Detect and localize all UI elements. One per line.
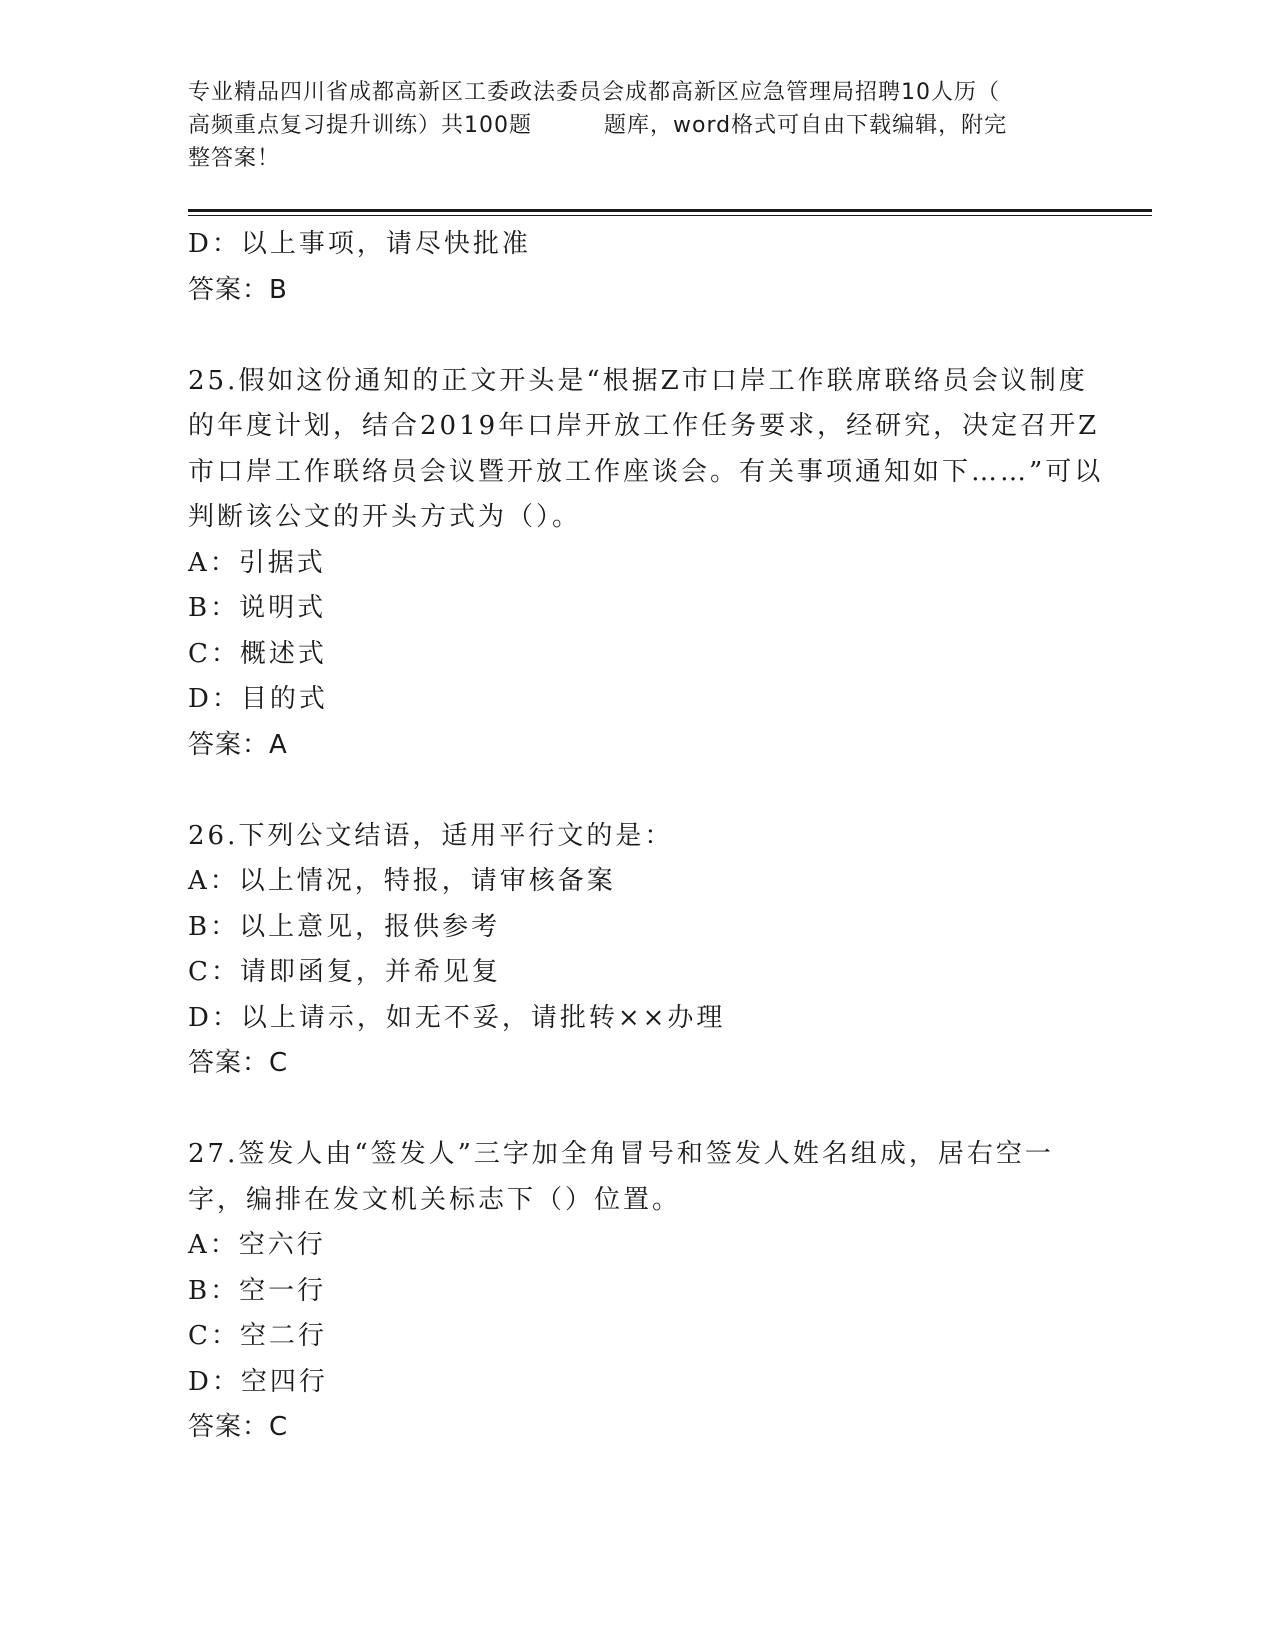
option-b: B：以上意见，报供参考 [188, 911, 501, 942]
header-rule-thick [188, 209, 1152, 212]
option-c: C：概述式 [188, 638, 327, 669]
question-25 [188, 359, 1108, 769]
question-text: 26.下列公文结语，适用平行文的是： [188, 820, 674, 851]
answer: 答案：B [188, 274, 288, 305]
question-text: 27.签发人由“签发人”三字加全角冒号和签发人姓名组成，居右空一字，编排在发文机关标志下（）位置。 [188, 1139, 1054, 1215]
option-c: C：请即函复，并希见复 [188, 957, 501, 987]
header-rule-thin [188, 215, 1152, 216]
option-c: C：空二行 [188, 1321, 327, 1351]
document-body [188, 222, 1108, 1451]
option-d: D：以上请示，如无不妥，请批转××办理 [188, 1002, 726, 1033]
header-line-3: 整答案！ [188, 146, 281, 171]
question-text: 25.假如这份通知的正文开头是“根据Z市口岸工作联席联络员会议制度的年度计划，结合2019年口岸开放工作任务要求，经研究，决定召开Z市口岸工作联络员会议暨开放工作座谈会。有关事项通知如下……”可以判断该公文的开头方式为（）。 [188, 365, 1104, 532]
header-line-1: 专业精品四川省成都高新区工委政法委员会成都高新区应急管理局招聘10人历（ [188, 80, 1000, 105]
option-a: A：引据式 [188, 547, 326, 578]
option-b: B：说明式 [188, 593, 327, 623]
document-header [188, 76, 1088, 175]
option-d: D：目的式 [188, 684, 328, 714]
option-b: B：空一行 [188, 1275, 327, 1306]
option-a: A：空六行 [188, 1230, 326, 1260]
answer: 答案：C [188, 1048, 289, 1078]
question-27 [188, 1132, 1108, 1451]
option-d: D：空四行 [188, 1366, 328, 1397]
answer: 答案：A [188, 729, 288, 760]
header-line-2-right: 题库，word格式可自由下载编辑，附完 [604, 113, 1008, 138]
answer: 答案：C [188, 1412, 289, 1442]
option-a: A：以上情况，特报，请审核备案 [188, 866, 616, 896]
header-line-2-left: 高频重点复习提升训练）共100题 [188, 113, 532, 138]
header-line-2 [188, 109, 1088, 142]
option-d: D：以上事项，请尽快批准 [188, 229, 531, 259]
question-26 [188, 814, 1108, 1087]
